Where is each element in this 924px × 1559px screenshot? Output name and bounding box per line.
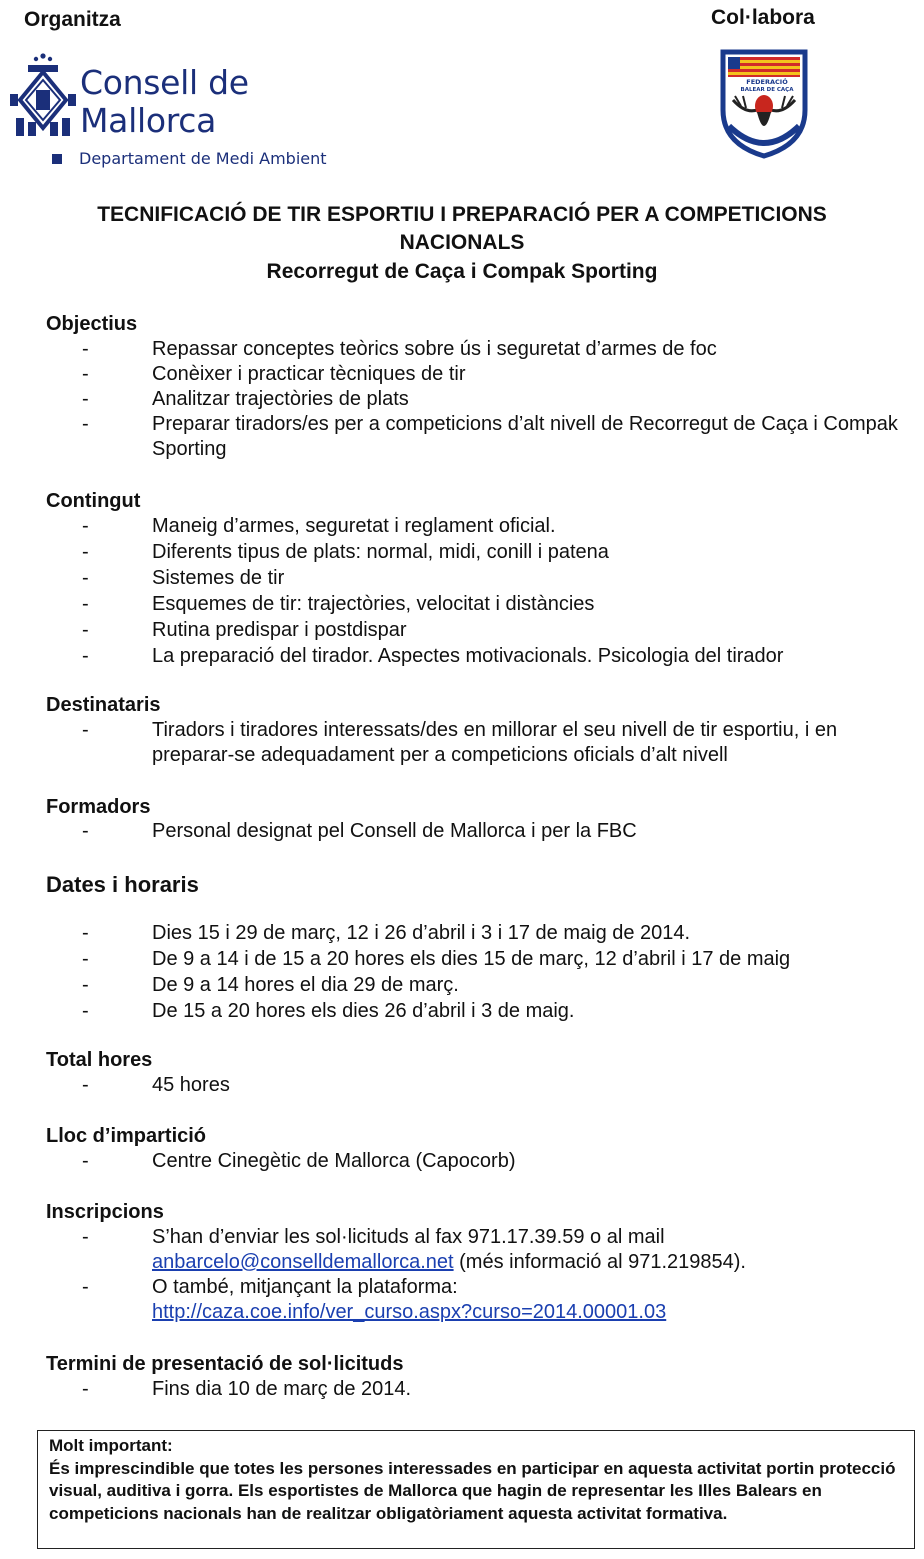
important-heading: Molt important: bbox=[49, 1436, 173, 1455]
list-item-text: Dies 15 i 29 de març, 12 i 26 d’abril i 3 i 17 de maig de 2014. bbox=[152, 922, 691, 944]
dash-bullet: - bbox=[82, 541, 89, 563]
fbc-shield-icon bbox=[719, 48, 809, 160]
consell-name bbox=[80, 64, 249, 140]
list-item-text: O també, mitjançant la plataforma: bbox=[152, 1276, 458, 1298]
consell-name-line1: Consell de bbox=[80, 63, 249, 102]
department-bullet bbox=[52, 154, 62, 164]
document-title-line2: NACIONALS bbox=[399, 231, 525, 254]
list-item bbox=[0, 540, 924, 566]
contact-info-text: (més informació al 971.219854). bbox=[453, 1251, 746, 1273]
document-subtitle: Recorregut de Caça i Compak Sporting bbox=[266, 260, 658, 283]
section-heading-objectius: Objectius bbox=[46, 313, 138, 335]
list-item bbox=[0, 387, 924, 412]
dash-bullet: - bbox=[82, 1226, 89, 1248]
list-item-text: Personal designat pel Consell de Mallorca i per la FBC bbox=[152, 820, 637, 842]
dash-bullet: - bbox=[82, 719, 89, 741]
list-item-text: Repassar conceptes teòrics sobre ús i seguretat d’armes de foc bbox=[152, 338, 717, 360]
consell-crest-icon bbox=[8, 50, 78, 140]
fbc-text-line2: BALEAR DE CAÇA bbox=[740, 87, 794, 93]
list-item-text: Tiradors i tiradores interessats/des en millorar el seu nivell de tir esportiu, i en preparar-se adequadament per a competicions oficials d’alt nivell bbox=[152, 719, 838, 766]
section-heading-lloc: Lloc d’impartició bbox=[46, 1125, 207, 1147]
consell-name-line2: Mallorca bbox=[80, 101, 217, 140]
termini-list bbox=[0, 1377, 924, 1402]
contingut-list bbox=[0, 514, 924, 670]
email-link[interactable]: anbarcelo@conselldemallorca.net bbox=[152, 1251, 454, 1273]
dash-bullet: - bbox=[82, 1150, 89, 1172]
consell-de-mallorca-logo bbox=[8, 50, 368, 175]
dash-bullet: - bbox=[82, 619, 89, 641]
section-heading-dates-i-horaris: Dates i horaris bbox=[46, 872, 199, 897]
list-item bbox=[0, 921, 924, 947]
list-item bbox=[0, 362, 924, 387]
list-item-text: Conèixer i practicar tècniques de tir bbox=[152, 363, 466, 385]
list-item-text: Fins dia 10 de març de 2014. bbox=[152, 1378, 412, 1400]
list-item bbox=[0, 514, 924, 540]
list-item-text: Maneig d’armes, seguretat i reglament oficial. bbox=[152, 515, 556, 537]
list-item bbox=[0, 412, 924, 462]
dash-bullet: - bbox=[82, 593, 89, 615]
list-item bbox=[0, 973, 924, 999]
total-hores-list bbox=[0, 1073, 924, 1098]
list-item-text: De 9 a 14 i de 15 a 20 hores els dies 15 de març, 12 d’abril i 17 de maig bbox=[152, 948, 791, 970]
list-item-text: 45 hores bbox=[152, 1074, 230, 1096]
dash-bullet: - bbox=[82, 922, 89, 944]
fbc-text-line1: FEDERACIÓ bbox=[746, 78, 788, 86]
dash-bullet: - bbox=[82, 1378, 89, 1400]
list-item bbox=[0, 592, 924, 618]
dash-bullet: - bbox=[82, 820, 89, 842]
list-item bbox=[0, 1377, 924, 1402]
list-item bbox=[0, 1073, 924, 1098]
dash-bullet: - bbox=[82, 567, 89, 589]
list-item bbox=[0, 1275, 924, 1325]
dash-bullet: - bbox=[82, 413, 89, 435]
list-item bbox=[0, 718, 924, 768]
dash-bullet: - bbox=[82, 948, 89, 970]
list-item-text: S’han d’enviar les sol·licituds al fax 971.17.39.59 o al mail bbox=[152, 1226, 665, 1248]
dates-list bbox=[0, 921, 924, 1025]
dash-bullet: - bbox=[82, 363, 89, 385]
formadors-list bbox=[0, 819, 924, 844]
list-item-text: Preparar tiradors/es per a competicions d’alt nivell de Recorregut de Caça i Compak Sporting bbox=[152, 413, 898, 460]
dash-bullet: - bbox=[82, 645, 89, 667]
important-notice-box bbox=[37, 1430, 915, 1549]
section-heading-destinataris: Destinataris bbox=[46, 694, 161, 716]
collabora-label: Col·labora bbox=[711, 6, 815, 29]
list-item-text: De 9 a 14 hores el dia 29 de març. bbox=[152, 974, 459, 996]
section-heading-formadors: Formadors bbox=[46, 796, 151, 818]
inscripcions-list bbox=[0, 1225, 924, 1325]
list-item bbox=[0, 947, 924, 973]
list-item-text: De 15 a 20 hores els dies 26 d’abril i 3 de maig. bbox=[152, 1000, 575, 1022]
dash-bullet: - bbox=[82, 388, 89, 410]
objectius-list bbox=[0, 337, 924, 462]
list-item bbox=[0, 1225, 924, 1275]
list-item-text: Esquemes de tir: trajectòries, velocitat i distàncies bbox=[152, 593, 595, 615]
dash-bullet: - bbox=[82, 974, 89, 996]
dash-bullet: - bbox=[82, 1276, 89, 1298]
dash-bullet: - bbox=[82, 515, 89, 537]
section-heading-total-hores: Total hores bbox=[46, 1049, 153, 1071]
list-item-text: Centre Cinegètic de Mallorca (Capocorb) bbox=[152, 1150, 516, 1172]
document-title-line1: TECNIFICACIÓ DE TIR ESPORTIU I PREPARACIÓ PER A COMPETICIONS bbox=[97, 203, 827, 226]
list-item bbox=[0, 644, 924, 670]
lloc-list bbox=[0, 1149, 924, 1174]
section-heading-contingut: Contingut bbox=[46, 490, 141, 512]
dash-bullet: - bbox=[82, 338, 89, 360]
list-item bbox=[0, 819, 924, 844]
list-item bbox=[0, 337, 924, 362]
list-item-text: Analitzar trajectòries de plats bbox=[152, 388, 409, 410]
list-item bbox=[0, 618, 924, 644]
section-heading-termini: Termini de presentació de sol·licituds bbox=[46, 1353, 404, 1375]
list-item bbox=[0, 999, 924, 1025]
federacio-balear-de-caca-logo bbox=[719, 48, 809, 160]
important-body: És imprescindible que totes les persones interessades en participar en aquesta activitat portin protecció visual, auditiva i gorra. Els esportistes de Mallorca que hagin de representar les Illes Balears en competicions nacionals han de realitzar obligatòriament aquesta activitat formativa. bbox=[49, 1458, 896, 1523]
list-item-text: Rutina predispar i postdispar bbox=[152, 619, 407, 641]
list-item-text: La preparació del tirador. Aspectes motivacionals. Psicologia del tirador bbox=[152, 645, 784, 667]
list-item-text: Diferents tipus de plats: normal, midi, conill i patena bbox=[152, 541, 609, 563]
list-item-text: Sistemes de tir bbox=[152, 567, 285, 589]
destinataris-list bbox=[0, 718, 924, 768]
dash-bullet: - bbox=[82, 1000, 89, 1022]
organitza-label: Organitza bbox=[24, 8, 121, 31]
list-item bbox=[0, 566, 924, 592]
platform-link[interactable]: http://caza.coe.info/ver_curso.aspx?curso=2014.00001.03 bbox=[152, 1301, 667, 1323]
department-label: Departament de Medi Ambient bbox=[79, 149, 327, 168]
dash-bullet: - bbox=[82, 1074, 89, 1096]
section-heading-inscripcions: Inscripcions bbox=[46, 1201, 164, 1223]
list-item bbox=[0, 1149, 924, 1174]
